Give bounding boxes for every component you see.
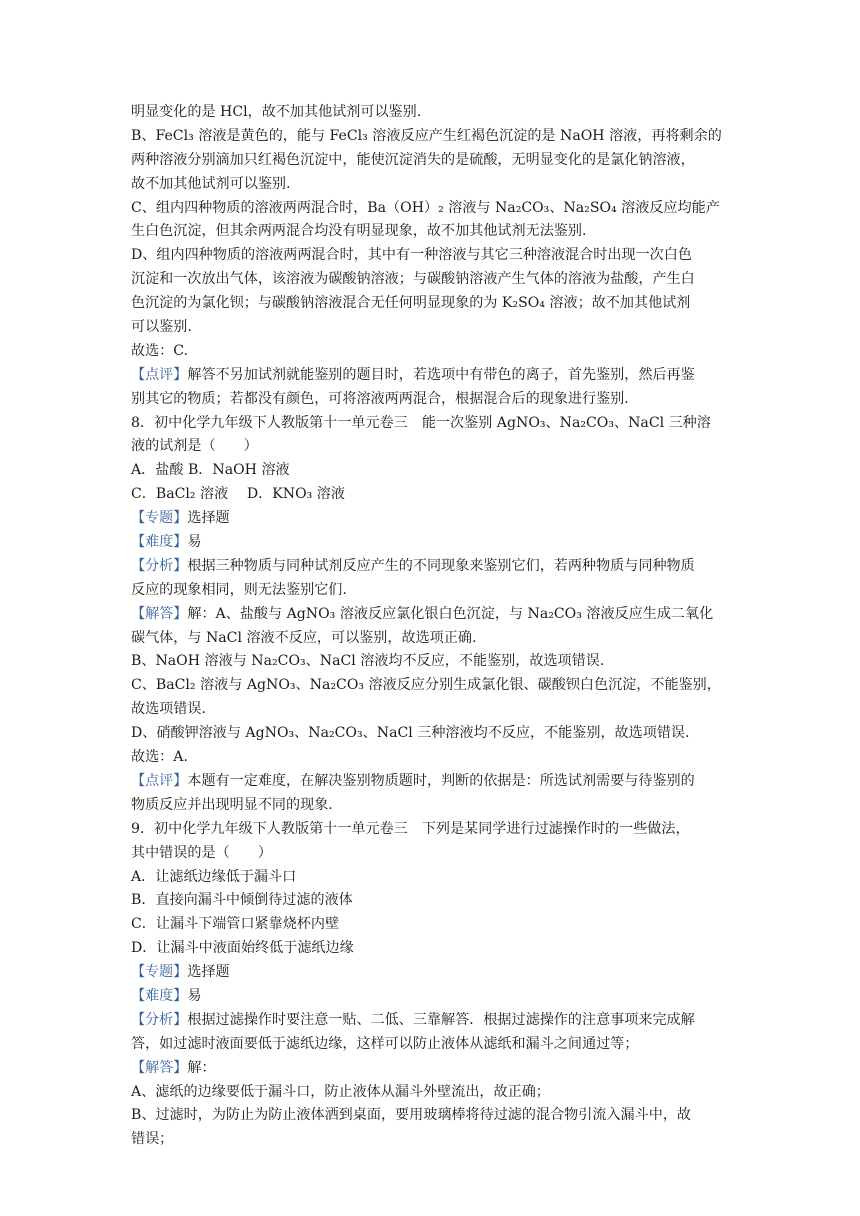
section-tag-label: 点评	[145, 772, 174, 789]
line-text: C、组内四种物质的溶液两两混合时，Ba（OH）₂ 溶液与 Na₂CO₃、Na₂SO₄ 溶液反应均能产	[131, 199, 720, 216]
line-text: 别其它的物质；若都没有颜色，可将溶液两两混合，根据混合后的现象进行鉴别.	[131, 390, 629, 407]
text-line	[131, 555, 731, 579]
text-line	[131, 1104, 731, 1128]
text-line	[131, 722, 731, 746]
text-line	[131, 1057, 731, 1081]
line-text: C、BaCl₂ 溶液与 AgNO₃、Na₂CO₃ 溶液反应分别生成氯化银、碳酸钡白色沉淀，不能鉴别，	[131, 677, 721, 694]
section-tag: 【难度】	[131, 534, 188, 551]
section-tag: 【点评】	[131, 772, 188, 789]
text-line	[131, 674, 731, 698]
line-text: 碳气体，与 NaCl 溶液不反应，可以鉴别，故选项正确.	[131, 629, 477, 646]
line-text: 反应的现象相同，则无法鉴别它们.	[131, 581, 347, 598]
text-line	[131, 292, 731, 316]
line-text: 明显变化的是 HCl，故不加其他试剂可以鉴别.	[131, 104, 422, 120]
text-line	[131, 579, 731, 603]
section-tag-label: 专题	[145, 964, 174, 981]
text-line	[131, 316, 731, 340]
line-text: 根据三种物质与同种试剂反应产生的不同现象来鉴别它们，若两种物质与同种物质	[187, 557, 695, 574]
text-line	[131, 220, 731, 244]
line-text: 两种溶液分别滴加只红褐色沉淀中，能使沉淀消失的是硫酸，无明显变化的是氯化钠溶液，	[131, 151, 695, 168]
text-line	[131, 603, 731, 627]
line-text: 错误；	[131, 1131, 174, 1148]
text-line	[131, 268, 731, 292]
text-line	[131, 818, 731, 842]
text-line	[131, 627, 731, 651]
line-text: 色沉淀的为氯化钡；与碳酸钠溶液混合无任何明显现象的为 K₂SO₄ 溶液；故不加其他试剂	[131, 295, 691, 312]
line-text: 易	[187, 987, 202, 1004]
line-text: 其中错误的是（ ）	[131, 844, 272, 861]
section-tag-label: 分析	[145, 1011, 174, 1028]
line-text: A、滤纸的边缘要低于漏斗口，防止液体从漏斗外壁流出，故正确；	[131, 1083, 550, 1100]
line-text: B．直接向漏斗中倾倒待过滤的液体	[131, 892, 353, 909]
text-line	[131, 340, 731, 364]
text-line	[131, 459, 731, 483]
text-line	[131, 961, 731, 985]
line-text: B、NaOH 溶液与 Na₂CO₃、NaCl 溶液均不反应，不能鉴别，故选项错误.	[131, 653, 605, 670]
line-text: 故不加其他试剂可以鉴别.	[131, 175, 291, 192]
section-tag-label: 解答	[145, 1059, 174, 1076]
text-line	[131, 1128, 731, 1152]
line-text: 生白色沉淀，但其余两两混合均没有明显现象，故不加其他试剂无法鉴别.	[131, 223, 587, 240]
line-text: 9．初中化学九年级下人教版第十一单元卷三 下列是某同学进行过滤操作时的一些做法，	[131, 820, 690, 837]
text-line	[131, 1009, 731, 1033]
text-line	[131, 197, 731, 221]
text-line	[131, 388, 731, 412]
section-tag-label: 解答	[145, 605, 174, 622]
line-text: 根据过滤操作时要注意一贴、二低、三靠解答．根据过滤操作的注意事项来完成解	[187, 1011, 695, 1028]
line-text: D、组内四种物质的溶液两两混合时，其中有一种溶液与其它三种溶液混合时出现一次白色	[131, 247, 692, 264]
text-line	[131, 866, 731, 890]
text-line	[131, 985, 731, 1009]
section-tag-label: 点评	[145, 366, 174, 383]
section-tag: 【专题】	[131, 510, 188, 527]
line-text: 故选项错误.	[131, 701, 206, 718]
text-line	[131, 1081, 731, 1105]
line-text: 沉淀和一次放出气体，该溶液为碳酸钠溶液；与碳酸钠溶液产生气体的溶液为盐酸，产生白	[131, 271, 695, 288]
line-text: 易	[187, 534, 202, 551]
line-text: C．让漏斗下端管口紧靠烧杯内壁	[131, 916, 340, 933]
text-line	[131, 794, 731, 818]
text-line	[131, 364, 731, 388]
section-tag: 【难度】	[131, 987, 188, 1004]
line-text: D、硝酸钾溶液与 AgNO₃、Na₂CO₃、NaCl 三种溶液均不反应，不能鉴别，故选项错误.	[131, 725, 690, 742]
line-text: B、过滤时，为防止为防止液体洒到桌面，要用玻璃棒将待过滤的混合物引流入漏斗中，故	[131, 1107, 692, 1124]
line-text: 故选：A.	[131, 749, 188, 766]
document-body	[131, 101, 731, 1152]
text-line	[131, 412, 731, 436]
line-text: D．让漏斗中液面始终低于滤纸边缘	[131, 940, 354, 957]
text-line	[131, 125, 731, 149]
line-text: 解：A、盐酸与 AgNO₃ 溶液反应氯化银白色沉淀，与 Na₂CO₃ 溶液反应生成二氧化	[187, 605, 714, 622]
text-line	[131, 913, 731, 937]
line-text: 解答不另加试剂就能鉴别的题目时，若选项中有带色的离子，首先鉴别，然后再鉴	[187, 366, 695, 383]
line-text: 可以鉴别.	[131, 319, 192, 336]
text-line	[131, 101, 731, 125]
text-line	[131, 842, 731, 866]
text-line	[131, 149, 731, 173]
line-text: B、FeCl₃ 溶液是黄色的，能与 FeCl₃ 溶液反应产生红褐色沉淀的是 NaOH 溶液，再将剩余的	[131, 127, 722, 144]
text-line	[131, 770, 731, 794]
section-tag: 【解答】	[131, 605, 188, 622]
line-text: 答，如过滤时液面要低于滤纸边缘，这样可以防止液体从滤纸和漏斗之间通过等；	[131, 1035, 639, 1052]
text-line	[131, 746, 731, 770]
section-tag: 【分析】	[131, 557, 188, 574]
line-text: 解：	[187, 1059, 216, 1076]
line-text: 选择题	[187, 964, 230, 981]
line-text: A．盐酸 B．NaOH 溶液	[131, 462, 290, 479]
section-tag-label: 难度	[145, 534, 174, 551]
line-text: 8．初中化学九年级下人教版第十一单元卷三 能一次鉴别 AgNO₃、Na₂CO₃、NaCl 三种溶	[131, 414, 711, 431]
line-text: 物质反应并出现明显不同的现象.	[131, 796, 333, 813]
line-text: 故选：C.	[131, 342, 189, 359]
line-text: 选择题	[187, 510, 230, 527]
line-text: 液的试剂是（ ）	[131, 438, 258, 455]
text-line	[131, 1033, 731, 1057]
text-line	[131, 650, 731, 674]
text-line	[131, 698, 731, 722]
text-line	[131, 889, 731, 913]
section-tag: 【分析】	[131, 1011, 188, 1028]
section-tag-label: 专题	[145, 510, 174, 527]
text-line	[131, 531, 731, 555]
text-line	[131, 937, 731, 961]
line-text: C．BaCl₂ 溶液 D．KNO₃ 溶液	[131, 486, 345, 503]
section-tag-label: 分析	[145, 557, 174, 574]
text-line	[131, 244, 731, 268]
line-text: 本题有一定难度，在解决鉴别物质题时，判断的依据是：所选试剂需要与待鉴别的	[187, 772, 695, 789]
section-tag-label: 难度	[145, 987, 174, 1004]
line-text: A．让滤纸边缘低于漏斗口	[131, 868, 297, 885]
text-line	[131, 483, 731, 507]
section-tag: 【点评】	[131, 366, 188, 383]
text-line	[131, 435, 731, 459]
text-line	[131, 173, 731, 197]
section-tag: 【解答】	[131, 1059, 188, 1076]
text-line	[131, 507, 731, 531]
section-tag: 【专题】	[131, 964, 188, 981]
